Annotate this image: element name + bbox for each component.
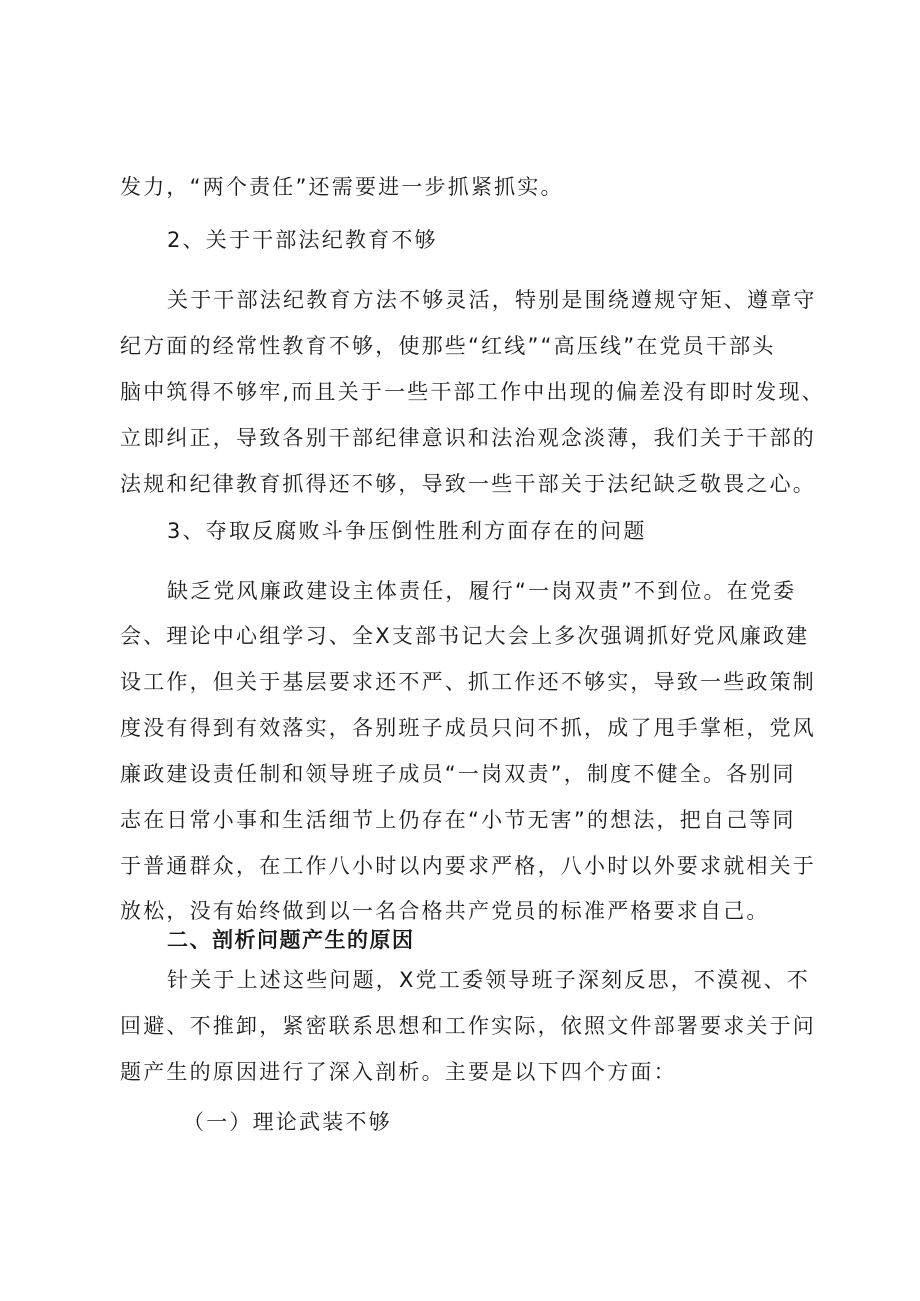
section-heading-2: 2、关于干部法纪教育不够 bbox=[167, 228, 438, 252]
paragraph-line: 放松，没有始终做到以一名合格共产党员的标准严格要求自己。 bbox=[120, 899, 770, 923]
paragraph-line: 缺乏党风廉政建设主体责任，履行“一岗双责”不到位。在党委 bbox=[167, 579, 797, 603]
paragraph-line: 法规和纪律教育抓得还不够，导致一些干部关于法纪缺乏敬畏之心。 bbox=[120, 472, 816, 496]
chapter-heading-2: 二、剖析问题产生的原因 bbox=[167, 928, 415, 952]
paragraph-line: 廉政建设责任制和领导班子成员“一岗双责”，制度不健全。各别同 bbox=[120, 762, 796, 786]
paragraph-line: 脑中筑得不够牢,而且关于一些干部工作中出现的偏差没有即时发现、 bbox=[120, 380, 825, 404]
paragraph-line: 于普通群众，在工作八小时以内要求严格，八小时以外要求就相关于 bbox=[120, 854, 816, 878]
paragraph-line: 题产生的原因进行了深入剖析。主要是以下四个方面： bbox=[120, 1060, 677, 1084]
paragraph-line: 纪方面的经常性教育不够，使那些“红线”“高压线”在党员干部头 bbox=[120, 334, 776, 358]
paragraph-line: 回避、不推卸，紧密联系思想和工作实际，依照文件部署要求关于问 bbox=[120, 1014, 816, 1038]
paragraph-line: 发力，“两个责任”还需要进一步抓紧抓实。 bbox=[120, 175, 564, 199]
subsection-heading-1: （一）理论武装不够 bbox=[183, 1110, 392, 1134]
paragraph-line: 设工作，但关于基层要求还不严、抓工作还不够实，导致一些政策制 bbox=[120, 670, 816, 694]
paragraph-line: 会、理论中心组学习、全X支部书记大会上多次强调抓好党风廉政建 bbox=[120, 624, 810, 648]
section-heading-3: 3、夺取反腐败斗争压倒性胜利方面存在的问题 bbox=[167, 519, 647, 543]
paragraph-line: 度没有得到有效落实，各别班子成员只问不抓，成了甩手掌柜，党风 bbox=[120, 716, 816, 740]
paragraph-line: 针关于上述这些问题，X党工委领导班子深刻反思，不漠视、不 bbox=[167, 968, 810, 992]
paragraph-line: 志在日常小事和生活细节上仍存在“小节无害”的想法，把自己等同 bbox=[120, 808, 796, 832]
paragraph-line: 立即纠正，导致各别干部纪律意识和法治观念淡薄，我们关于干部的 bbox=[120, 426, 816, 450]
paragraph-line: 关于干部法纪教育方法不够灵活，特别是围绕遵规守矩、遵章守 bbox=[167, 288, 817, 312]
